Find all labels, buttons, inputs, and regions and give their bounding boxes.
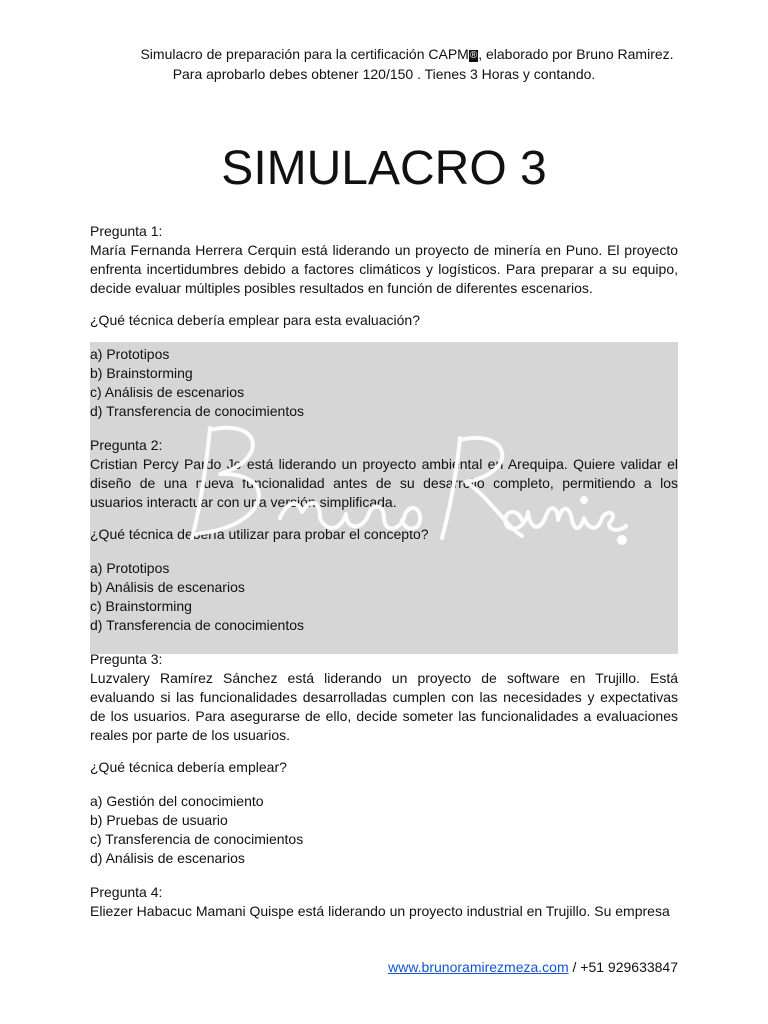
question-label: Pregunta 1: [90, 223, 163, 239]
question-label: Pregunta 4: [90, 884, 163, 900]
question-label: Pregunta 3: [90, 651, 163, 667]
signature-watermark [170, 408, 630, 558]
option-d: d) Análisis de escenarios [90, 850, 245, 866]
option-d: d) Transferencia de conocimientos [90, 403, 304, 419]
option-a: a) Gestión del conocimiento [90, 793, 264, 809]
phone-number: +51 929633847 [580, 959, 678, 975]
header-line-1 [0, 44, 768, 64]
question-text: Cristian Percy Pardo Jo está liderando un proyecto ambiental en Arequipa. Quiere validar el diseño de una nueva funcionalidad antes de su desarrollo completo, permitiendo a los usuarios interactuar con una versión simplificada. [90, 456, 678, 510]
page-footer [388, 958, 678, 977]
footer-separator: / [568, 959, 581, 975]
option-c: c) Brainstorming [90, 598, 192, 614]
question-text: Eliezer Habacuc Mamani Quispe está liderando un proyecto industrial en Trujillo. Su empresa [90, 903, 670, 919]
question-prompt: ¿Qué técnica debería emplear? [90, 759, 287, 775]
question-list [90, 222, 678, 934]
question-prompt: ¿Qué técnica debería utilizar para probar el concepto? [90, 526, 429, 542]
question-text: María Fernanda Herrera Cerquin está liderando un proyecto de minería en Puno. El proyecto enfrenta incertidumbres debido a factores climáticos y logísticos. Para preparar a su equipo, decide evaluar múltiples posibles resultados en función de diferentes escenarios. [90, 242, 678, 296]
header-author: , elaborado por Bruno Ramirez. [478, 46, 674, 62]
question-prompt: ¿Qué técnica debería emplear para esta evaluación? [90, 312, 420, 328]
header-text: Simulacro de preparación para la certificación CAPM [140, 46, 469, 62]
option-a: a) Prototipos [90, 346, 170, 362]
option-b: b) Pruebas de usuario [90, 812, 228, 828]
question-1 [90, 222, 678, 298]
option-b: b) Brainstorming [90, 365, 193, 381]
page-header [0, 44, 768, 84]
registered-mark: ® [469, 50, 478, 61]
answer-options [90, 792, 678, 868]
website-link[interactable]: www.brunoramirezmeza.com [388, 959, 569, 975]
question-3 [90, 650, 678, 745]
option-a: a) Prototipos [90, 560, 170, 576]
question-text: Luzvalery Ramírez Sánchez está liderando un proyecto de software en Trujillo. Está evaluando si las funcionalidades desarrolladas cumplen con las necesidades y expectativas de los usuarios. Para asegurarse de ello, decide someter las funcionalidades a evaluaciones reales por parte de los usuarios. [90, 670, 678, 743]
option-c: c) Transferencia de conocimientos [90, 831, 304, 847]
answer-options [90, 559, 678, 635]
question-4 [90, 883, 678, 921]
option-d: d) Transferencia de conocimientos [90, 617, 304, 633]
header-line-2: Para aprobarlo debes obtener 120/150 . Tienes 3 Horas y contando. [172, 66, 596, 82]
option-c: c) Análisis de escenarios [90, 384, 245, 400]
page-title: SIMULACRO 3 [221, 142, 547, 196]
question-label: Pregunta 2: [90, 437, 163, 453]
option-b: b) Análisis de escenarios [90, 579, 245, 595]
